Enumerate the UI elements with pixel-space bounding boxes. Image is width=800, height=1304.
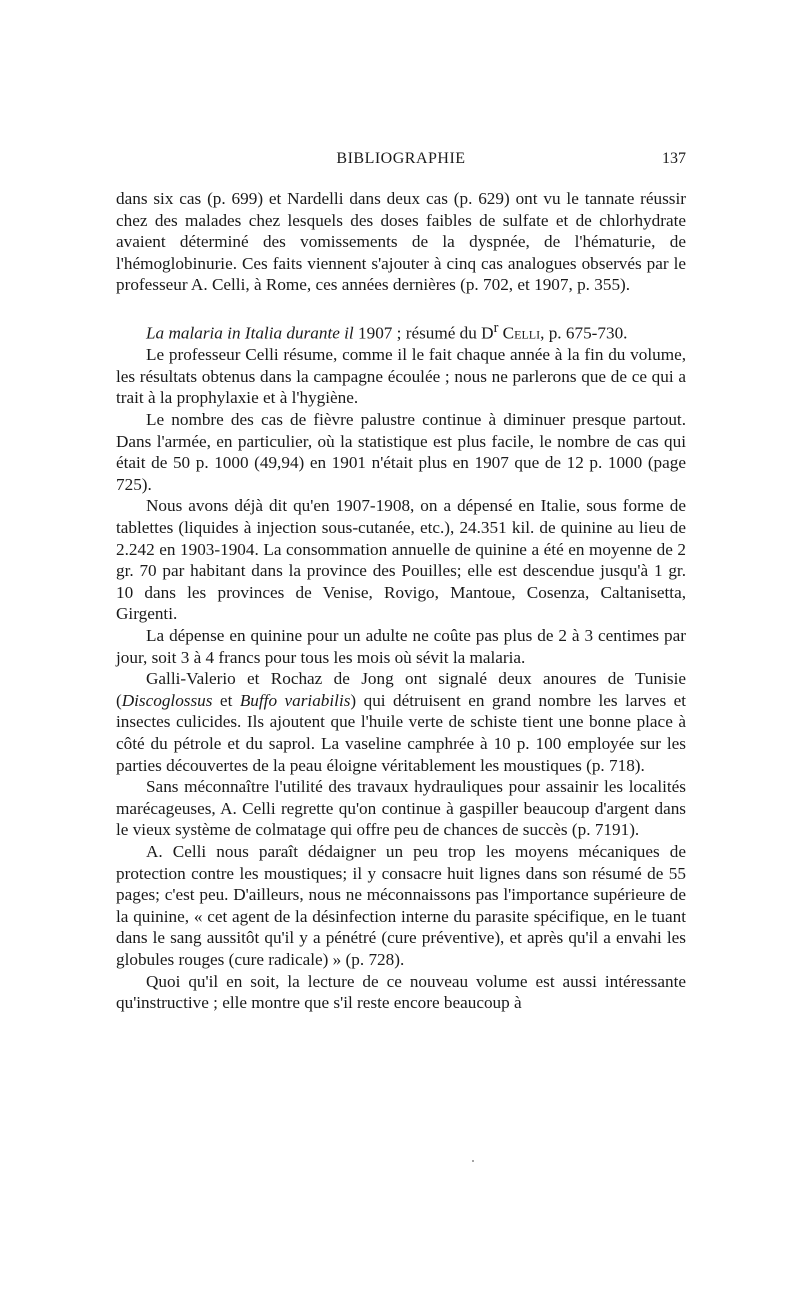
reference-pages: , p. 675-730. [540,323,628,343]
body-text [116,188,686,1014]
species-name: Discoglossus [121,690,213,710]
paragraph: A. Celli nous paraît dédaigner un peu trop les moyens mécaniques de protection contre les moustiques; il y consacre huit lignes dans son résumé de 55 pages; c'est peu. D'ailleurs, nous ne méconnaissons pas l'importance supérieure de la quinine, « cet agent de la désinfection interne du parasite spécifique, en le tuant dans le sang aussitôt qu'il y a pénétré (cure préventive), et après qu'il a envahi les globules rouges (cure radicale) » (p. 728). [116,841,686,969]
species-name: Buffo variabilis [239,690,351,710]
paragraph: Quoi qu'il en soit, la lecture de ce nouveau volume est aussi intéressante qu'instructive ; elle montre que s'il reste encore beaucoup à [116,971,686,1013]
paragraph-segment: Galli-Valerio et Rochaz de Jong ont signalé deux anoures de Tunisie ( [116,669,686,710]
paragraph: Sans méconnaître l'utilité des travaux hydrauliques pour assainir les localités marécageuses, A. Celli regrette qu'on continue à gaspiller beaucoup d'argent dans le vieux système de colmatage qui offre peu de chances de succès (p. 7191). [116,777,686,840]
print-speck [472,1160,474,1162]
paragraph-continuation: dans six cas (p. 699) et Nardelli dans deux cas (p. 629) ont vu le tannate réussir chez des malades chez lesquels des doses faibles de sulfate et de chlorhydrate avaient déterminé des vomissements de la dyspnée, de l'hématurie, de l'hémoglobinurie. Ces faits viennent s'ajouter à cinq cas analogues observés par le professeur A. Celli, à Rome, ces années dernières (p. 702, et 1907, p. 355). [116,189,686,295]
paragraph: Le nombre des cas de fièvre palustre continue à diminuer presque partout. Dans l'armée, en particulier, où la statistique est plus facile, le nombre de cas qui était de 50 p. 1000 (49,94) en 1901 n'était plus en 1907 que de 12 p. 1000 (page 725). [116,410,686,494]
running-head [116,150,686,174]
paragraph: La dépense en quinine pour un adulte ne coûte pas plus de 2 à 3 centimes par jour, soit 3 à 4 francs pour tous les mois où sévit la malaria. [116,626,686,667]
paragraph-segment: et [212,690,240,710]
reference-superscript: r [493,319,499,336]
reference-author: Celli [502,323,541,343]
paragraph: Nous avons déjà dit qu'en 1907-1908, on a dépensé en Italie, sous forme de tablettes (liquides à injection sous-cutanée, etc.), 24.351 kil. de quinine au lieu de 2.242 en 1903-1904. La consommation annuelle de quinine a été en moyenne de 2 gr. 70 par habitant dans la province des Pouilles; elle est descendue jusqu'à 1 gr. 10 dans les provinces de Venise, Rovigo, Mantoue, Cosenza, Caltanisetta, Girgenti. [116,496,686,624]
paragraph-segment: ) qui détruisent en grand nombre les larves et insectes culicides. Ils ajoutent que l'huile verte de schiste tient une bonne place à côté du pétrole et du saprol. La vaseline camphrée à 10 p. 100 employée sur les parties découvertes de la peau éloigne véritablement les moustiques (p. 718). [116,690,687,775]
page-number: 137 [662,150,686,167]
paragraph [116,668,686,776]
reference-heading [116,318,686,344]
reference-details: 1907 ; résumé du D [358,323,494,343]
section-gap [116,296,686,318]
running-title: BIBLIOGRAPHIE [336,150,466,167]
paragraph: Le professeur Celli résume, comme il le fait chaque année à la fin du volume, les résultats obtenus dans la campagne écoulée ; nous ne parlerons que de ce qui a trait à la prophylaxie et à l'hygiène. [116,345,686,408]
book-page [116,150,686,1014]
reference-title: La malaria in Italia durante il [146,323,354,343]
